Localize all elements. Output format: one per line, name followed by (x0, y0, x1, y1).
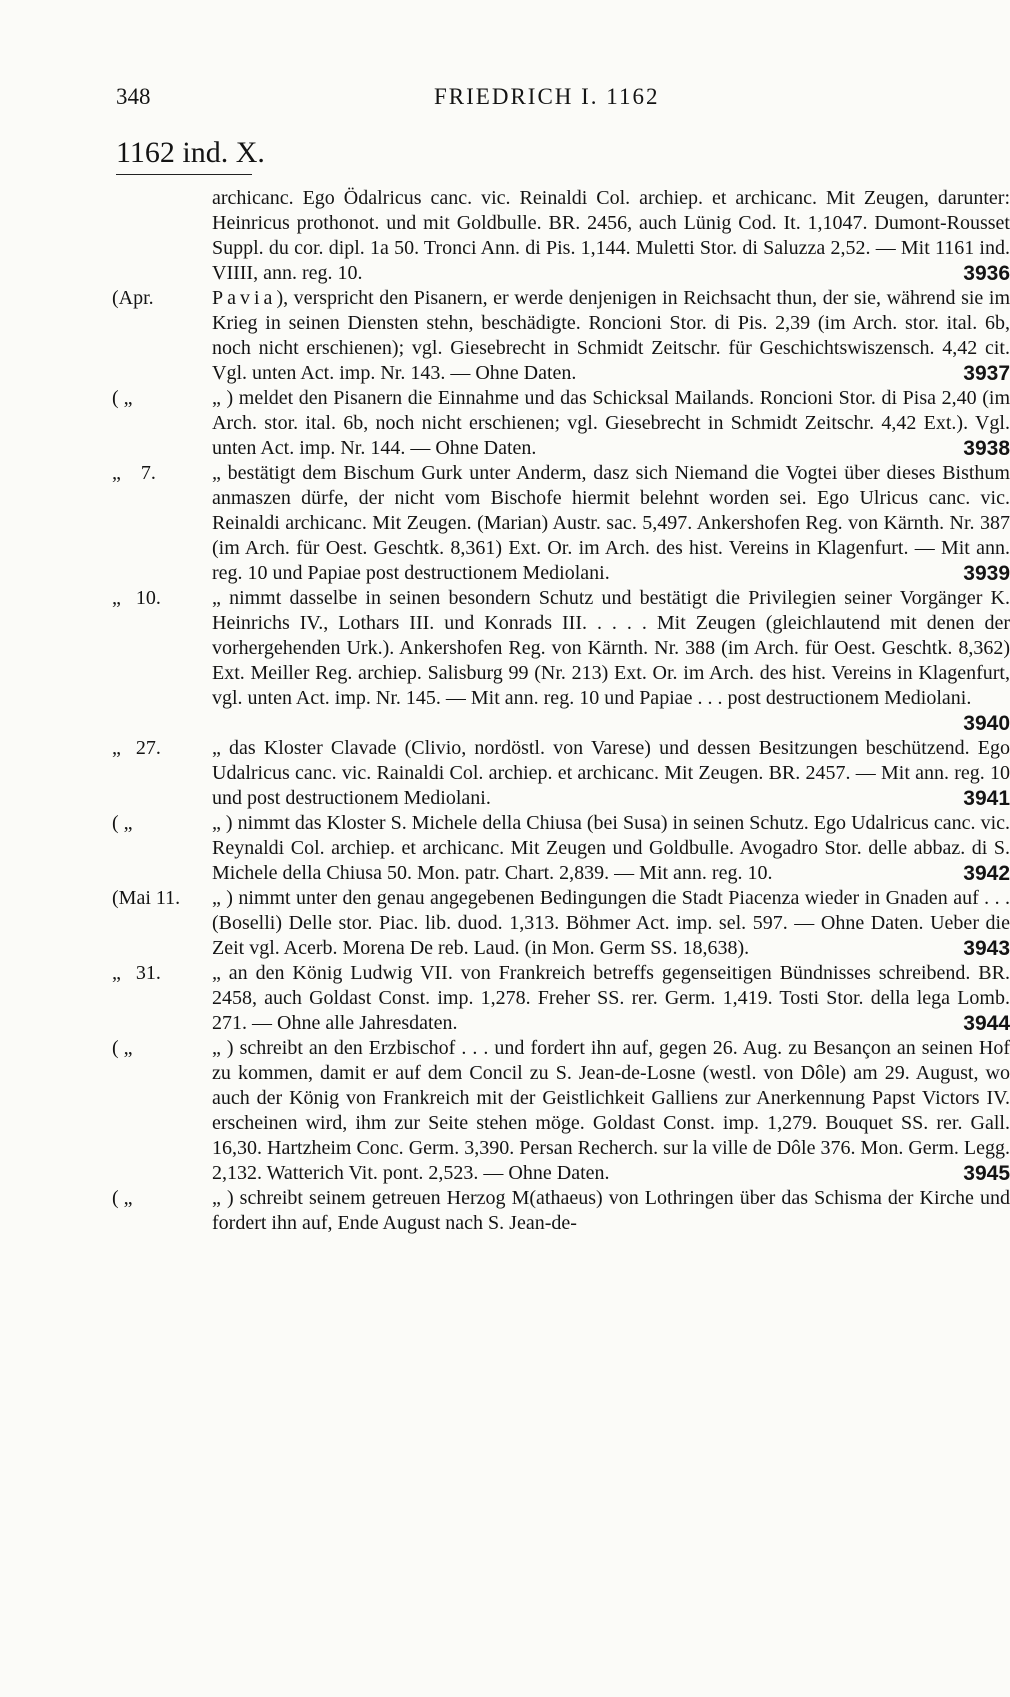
entry-body (212, 886, 1010, 961)
entry-number: 3941 (963, 787, 1010, 810)
entry-date: ( „ (112, 1187, 133, 1209)
entry-number: 3936 (963, 262, 1010, 285)
entry-number: 3942 (963, 862, 1010, 885)
entry-text: „ ) schreibt an den Erzbischof . . . und fordert ihn auf, gegen 26. Aug. zu Besançon an seinen Hof zu kommen, damit er auf dem Concil zu S. Jean-de-Losne (westl. von Dôle) am 29. August, wo auch der König von Frankreich mit der Geistlichkeit Galliens zur Anerkennung Papst Victors IV. erscheinen wird, ihm zur Seite stehen möge. Goldast Const. imp. 1,279. Bouquet SS. rer. Gall. 16,30. Hartzheim Conc. Germ. 3,390. Persan Recherch. sur la ville de Dôle 376. Mon. Germ. Legg. 2,132. Watterich Vit. pont. 2,523. — Ohne Daten. (212, 1037, 1010, 1184)
regest-entry (0, 811, 1010, 886)
entry-body (212, 461, 1010, 586)
entry-date: „ 10. (112, 587, 161, 609)
regest-entry (0, 961, 1010, 1036)
regest-entry (0, 586, 1010, 736)
entry-body (212, 386, 1010, 461)
entry-date: „ 7. (112, 462, 156, 484)
regest-entry (0, 186, 1010, 286)
regest-entry (0, 1186, 1010, 1236)
entry-date: „ 31. (112, 962, 161, 984)
entry-body (212, 736, 1010, 811)
regest-entry (0, 736, 1010, 811)
entry-body (212, 811, 1010, 886)
entry-text: „ ) nimmt das Kloster S. Michele della Chiusa (bei Susa) in seinen Schutz. Ego Udalricus canc. vic. Reynaldi Col. archiep. et archicanc. Mit Zeugen und Goldbulle. Avogadro Stor. delle abbaz. di S. Michele della Chiusa 50. Mon. patr. Chart. 2,839. — Mit ann. reg. 10. (212, 812, 1010, 884)
entry-number: 3943 (963, 937, 1010, 960)
regest-entry (0, 1036, 1010, 1186)
regest-entry (0, 286, 1010, 386)
entry-date: (Mai 11. (112, 887, 181, 909)
entry-number: 3944 (963, 1012, 1010, 1035)
entry-number: 3938 (963, 437, 1010, 460)
entry-number: 3945 (963, 1162, 1010, 1185)
entry-place: Pavia (212, 287, 277, 309)
entry-body (212, 286, 1010, 386)
entry-number: 3937 (963, 362, 1010, 385)
entry-number: 3940 (963, 712, 1010, 735)
running-head (116, 84, 910, 114)
entry-body (212, 586, 1010, 736)
entry-text: „ bestätigt dem Bischum Gurk unter Anderm, dasz sich Niemand die Vogtei über dieses Bisthum anmaszen dürfe, der nicht vom Bischofe hiermit belehnt worden sei. Ego Ulricus canc. vic. Reinaldi archicanc. Mit Zeugen. (Marian) Austr. sac. 5,497. Ankershofen Reg. von Kärnth. Nr. 387 (im Arch. für Oest. Geschtk. 8,361) Ext. Or. im Arch. des hist. Vereins in Klagenfurt. — Mit ann. reg. 10 und Papiae post destructionem Mediolani. (212, 462, 1010, 584)
entry-text: „ nimmt dasselbe in seinen besondern Schutz und bestätigt die Privilegien seiner Vorgänger K. Heinrichs IV., Lothars III. und Konrads III. . . . . Mit Zeugen (gleichlautend mit denen der vorhergehenden Urk.). Ankershofen Reg. von Kärnth. Nr. 388 (im Arch. für Oest. Geschtk. 8,362) Ext. Meiller Reg. archiep. Salisburg 99 (Nr. 213) Ext. Or. im Arch. des hist. Vereins in Klagenfurt, vgl. unten Act. imp. Nr. 145. — Mit ann. reg. 10 und Papiae . . . post destructionem Mediolani. (212, 587, 1010, 709)
year-heading: 1162 ind. X. (116, 136, 265, 169)
heading-rule (116, 174, 252, 175)
entry-text: ), verspricht den Pisanern, er werde denjenigen in Reichsacht thun, der sie, während sie im Krieg in seinen Diensten stehn, beschädigte. Roncioni Stor. di Pis. 2,39 (im Arch. stor. ital. 6b, noch nicht erschienen); vgl. Giesebrecht in Schmidt Zeitschr. für Geschichtswiszensch. 4,42 cit. Vgl. unten Act. imp. Nr. 143. — Ohne Daten. (212, 287, 1010, 384)
entry-text: „ ) schreibt seinem getreuen Herzog M(athaeus) von Lothringen über das Schisma der Kirche und fordert ihn auf, Ende August nach S. Jean-de- (212, 1187, 1010, 1234)
regest-entry (0, 386, 1010, 461)
entry-date: ( „ (112, 1037, 133, 1059)
regest-entry (0, 461, 1010, 586)
entry-text: „ ) nimmt unter den genau angegebenen Bedingungen die Stadt Piacenza wieder in Gnaden auf . . . (Boselli) Delle stor. Piac. lib. duod. 1,313. Böhmer Act. imp. sel. 597. — Ohne Daten. Ueber die Zeit vgl. Acerb. Morena De reb. Laud. (in Mon. Germ SS. 18,638). (212, 887, 1010, 959)
entry-body (212, 1036, 1010, 1186)
entry-date: (Apr. (112, 287, 154, 309)
entry-number: 3939 (963, 562, 1010, 585)
regest-entry (0, 886, 1010, 961)
entry-body (212, 961, 1010, 1036)
entry-date: ( „ (112, 387, 133, 409)
running-title: FRIEDRICH I. 1162 (434, 84, 660, 109)
entry-text: „ ) meldet den Pisanern die Einnahme und das Schicksal Mailands. Roncioni Stor. di Pisa 2,40 (im Arch. stor. ital. 6b, noch nicht erschienen; vgl. Giesebrecht in Schmidt Zeitschr. 4,42 Ext.). Vgl. unten Act. imp. Nr. 144. — Ohne Daten. (212, 387, 1010, 459)
entry-body (212, 186, 1010, 286)
entry-text: „ das Kloster Clavade (Clivio, nordöstl. von Varese) und dessen Besitzungen beschützend. Ego Udalricus canc. vic. Rainaldi Col. archiep. et archicanc. Mit Zeugen. BR. 2457. — Mit ann. reg. 10 und post destructionem Mediolani. (212, 737, 1010, 809)
entry-body (212, 1186, 1010, 1236)
entry-date: ( „ (112, 812, 133, 834)
page-number: 348 (116, 84, 151, 109)
entry-text: archicanc. Ego Ödalricus canc. vic. Reinaldi Col. archiep. et archicanc. Mit Zeugen, darunter: Heinricus prothonot. und mit Goldbulle. BR. 2456, auch Lünig Cod. It. 1,1047. Dumont-Rousset Suppl. du cor. dipl. 1a 50. Tronci Ann. di Pis. 1,144. Muletti Stor. di Saluzza 2,52. — Mit 1161 ind. VIIII, ann. reg. 10. (212, 187, 1010, 284)
regesta-entries (0, 186, 1010, 1236)
entry-date: „ 27. (112, 737, 161, 759)
entry-text: „ an den König Ludwig VII. von Frankreich betreffs gegenseitigen Bündnisses schreibend. BR. 2458, auch Goldast Const. imp. 1,278. Freher SS. rer. Germ. 1,419. Tosti Stor. della lega Lomb. 271. — Ohne alle Jahresdaten. (212, 962, 1010, 1034)
